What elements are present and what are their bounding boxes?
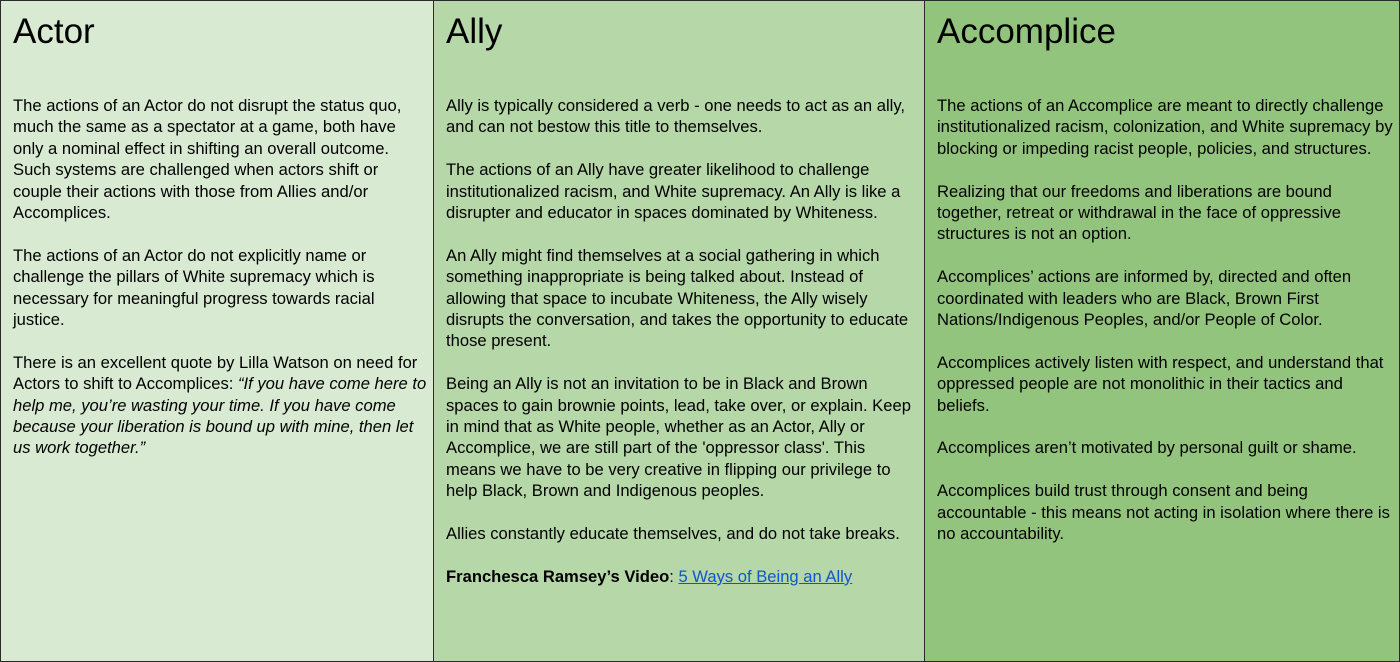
- ally-paragraph-1: Ally is typically considered a verb - one needs to act as an ally, and can not bestow this title to themselves.: [446, 96, 906, 137]
- accomplice-paragraph-1: The actions of an Accomplice are meant to directly challenge institutionalized racism, colonization, and White supremacy by blocking or impeding racist people, policies, and structures.: [937, 96, 1393, 158]
- lilla-watson-quote: “If you have come here to help me, you’re wasting your time. If you have come because your liberation is bound up with mine, then let us work together.”: [13, 374, 427, 458]
- ally-paragraph-4: Being an Ally is not an invitation to be in Black and Brown spaces to gain brownie points, lead, take over, or explain. Keep in mind that as White people, whether as an Actor, Ally or Accomplice, we are still part of the 'oppressor class'. This means we have to be very creative in flipping our privilege to help Black, Brown and Indigenous peoples.: [446, 374, 911, 501]
- actor-paragraph-2: The actions of an Actor do not explicitly name or challenge the pillars of White supremacy which is necessary for meaningful progress towards racial justice.: [13, 245, 375, 330]
- accomplice-paragraph-2: Realizing that our freedoms and liberations are bound together, retreat or withdrawal in the face of oppressive structures is not an option.: [937, 181, 1342, 244]
- actor-paragraph-1: The actions of an Actor do not disrupt the status quo, much the same as a spectator at a game, both have only a nominal effect in shifting an overall outcome. Such systems are challenged when actors shift or couple their actions with those from Allies and/or Accomplices.: [13, 96, 402, 223]
- actor-paragraph-3: [13, 352, 427, 459]
- video-separator: :: [669, 566, 679, 586]
- ally-heading: Ally: [446, 12, 503, 51]
- accomplice-paragraph-3: Accomplices’ actions are informed by, directed and often coordinated with leaders who are Black, Brown First Nations/Indigenous Peoples, and/or People of Color.: [937, 267, 1352, 330]
- ally-paragraph-2: The actions of an Ally have greater likelihood to challenge institutionalized racism, and White supremacy. An Ally is like a disrupter and educator in spaces dominated by Whiteness.: [446, 160, 901, 223]
- ally-column: [434, 1, 925, 661]
- accomplice-paragraph-4: Accomplices actively listen with respect, and understand that oppressed people are not monolithic in their tactics and beliefs.: [937, 352, 1384, 415]
- ally-video-line: [446, 566, 918, 587]
- video-link[interactable]: 5 Ways of Being an Ally: [678, 566, 853, 586]
- accomplice-paragraph-6: Accomplices build trust through consent and being accountable - this means not acting in isolation where there is no accountability.: [937, 481, 1390, 544]
- actor-heading: Actor: [13, 12, 95, 51]
- actor-quote-intro: There is an excellent quote by Lilla Watson on need for Actors to shift to Accomplices:: [13, 352, 418, 394]
- accomplice-paragraph-5: Accomplices aren’t motivated by personal guilt or shame.: [937, 438, 1357, 458]
- actor-column: [1, 1, 434, 661]
- ally-paragraph-5: Allies constantly educate themselves, and do not take breaks.: [446, 524, 900, 544]
- accomplice-column: [925, 1, 1399, 661]
- video-label: Franchesca Ramsey’s Video: [446, 566, 670, 586]
- ally-paragraph-3: An Ally might find themselves at a social gathering in which something inappropriate is being talked about. Instead of allowing that space to incubate Whiteness, the Ally wisely disrupts the conversation, and takes the opportunity to educate those present.: [446, 245, 909, 351]
- accomplice-heading: Accomplice: [937, 12, 1116, 51]
